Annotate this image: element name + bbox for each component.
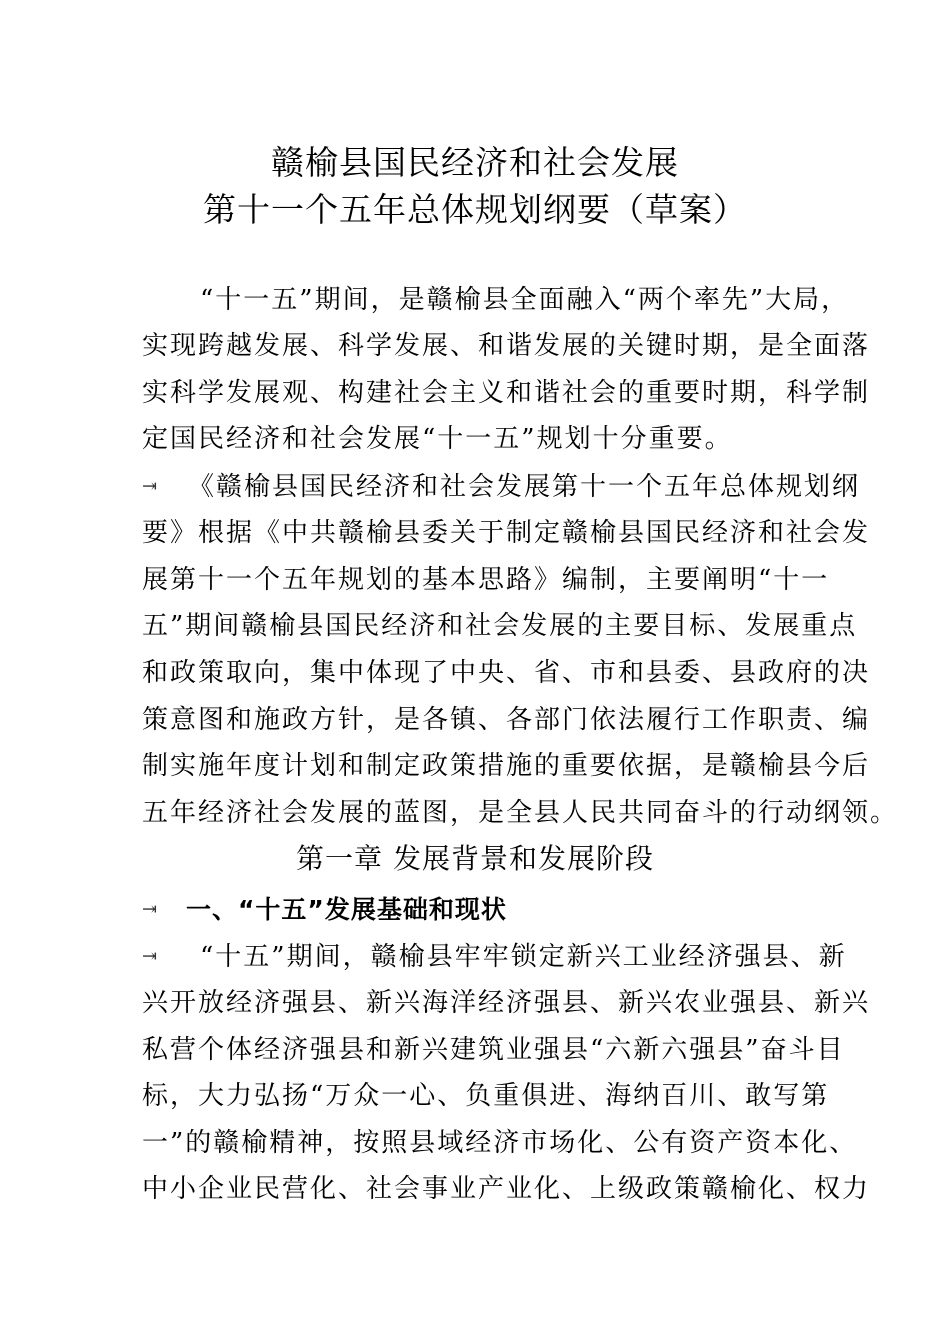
paragraph-1-line-1: “十一五”期间，是赣榆县全面融入“两个率先”大局， <box>200 285 850 315</box>
paragraph-2-line-5: 和政策取向，集中体现了中央、省、市和县委、县政府的决 <box>142 658 871 688</box>
section-marker-icon: ⇥ <box>142 899 158 920</box>
paragraph-marker-icon: ⇥ <box>142 946 158 967</box>
paragraph-2-line-6: 策意图和施政方针，是各镇、各部门依法履行工作职责、编 <box>142 705 871 735</box>
paragraph-2-line-1: 《赣榆县国民经济和社会发展第十一个五年总体规划纲 <box>188 472 861 502</box>
paragraph-1-line-4: 定国民经济和社会发展“十一五”规划十分重要。 <box>142 424 733 454</box>
paragraph-3-line-6: 中小企业民营化、社会事业产业化、上级政策赣榆化、权力 <box>142 1174 871 1204</box>
section-heading: 一、“十五”发展基础和现状 <box>186 895 507 924</box>
paragraph-2-line-7: 制实施年度计划和制定政策措施的重要依据，是赣榆县今后 <box>142 751 871 781</box>
paragraph-3-line-4: 标，大力弘扬“万众一心、负重俱进、海纳百川、敢写第 <box>142 1081 830 1111</box>
paragraph-1-line-3: 实科学发展观、构建社会主义和谐社会的重要时期，科学制 <box>142 378 871 408</box>
chapter-heading: 第一章 发展背景和发展阶段 <box>296 842 654 875</box>
paragraph-marker-icon: ⇥ <box>142 476 158 497</box>
paragraph-3-line-2: 兴开放经济强县、新兴海洋经济强县、新兴农业强县、新兴 <box>142 988 871 1018</box>
paragraph-3-line-5: 一”的赣榆精神，按照县域经济市场化、公有资产资本化、 <box>142 1128 858 1158</box>
paragraph-3-line-3: 私营个体经济强县和新兴建筑业强县“六新六强县”奋斗目 <box>142 1035 845 1065</box>
paragraph-2-line-2: 要》根据《中共赣榆县委关于制定赣榆县国民经济和社会发 <box>142 518 871 548</box>
paragraph-3-line-1: “十五”期间，赣榆县牢牢锁定新兴工业经济强县、新 <box>200 942 847 972</box>
paragraph-1-line-2: 实现跨越发展、科学发展、和谐发展的关键时期，是全面落 <box>142 331 871 361</box>
document-title-line-2: 第十一个五年总体规划纲要（草案） <box>203 190 747 229</box>
paragraph-2-line-3: 展第十一个五年规划的基本思路》编制，主要阐明“十一 <box>142 565 830 595</box>
document-title-line-1: 赣榆县国民经济和社会发展 <box>271 143 679 182</box>
paragraph-2-line-8: 五年经济社会发展的蓝图，是全县人民共同奋斗的行动纲领。 <box>142 798 899 828</box>
paragraph-2-line-4: 五”期间赣榆县国民经济和社会发展的主要目标、发展重点 <box>142 611 858 641</box>
